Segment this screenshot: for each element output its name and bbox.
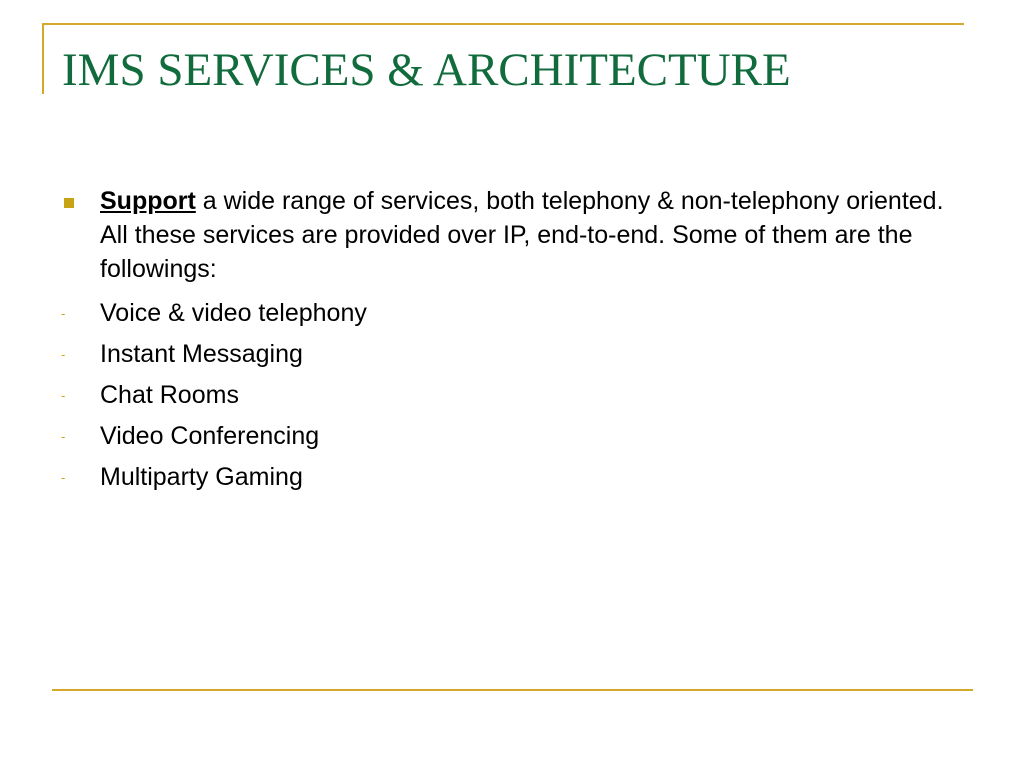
services-list xyxy=(0,293,1024,498)
dash-bullet-icon: - xyxy=(61,470,66,485)
service-label: Video Conferencing xyxy=(100,422,320,450)
list-item xyxy=(61,416,1024,457)
intro-keyword: Support xyxy=(100,187,196,215)
list-item xyxy=(61,375,1024,416)
list-item xyxy=(61,293,1024,334)
bottom-accent-line xyxy=(52,689,973,691)
list-item xyxy=(61,457,1024,498)
service-label: Chat Rooms xyxy=(100,381,239,409)
top-accent-line xyxy=(42,23,964,25)
intro-bullet xyxy=(100,184,960,286)
dash-bullet-icon: - xyxy=(61,347,66,362)
dash-bullet-icon: - xyxy=(61,388,66,403)
dash-bullet-icon: - xyxy=(61,429,66,444)
service-label: Instant Messaging xyxy=(100,340,303,368)
slide-body xyxy=(0,184,1024,498)
left-accent-line xyxy=(42,23,44,94)
slide-title: IMS SERVICES & ARCHITECTURE xyxy=(62,44,791,96)
square-bullet-icon xyxy=(64,198,74,208)
dash-bullet-icon: - xyxy=(61,306,66,321)
intro-text: a wide range of services, both telephony & non-telephony oriented. All these services are provided over IP, end-to-end. Some of them are the followings: xyxy=(100,187,944,283)
service-label: Multiparty Gaming xyxy=(100,463,303,491)
service-label: Voice & video telephony xyxy=(100,299,367,327)
list-item xyxy=(61,334,1024,375)
